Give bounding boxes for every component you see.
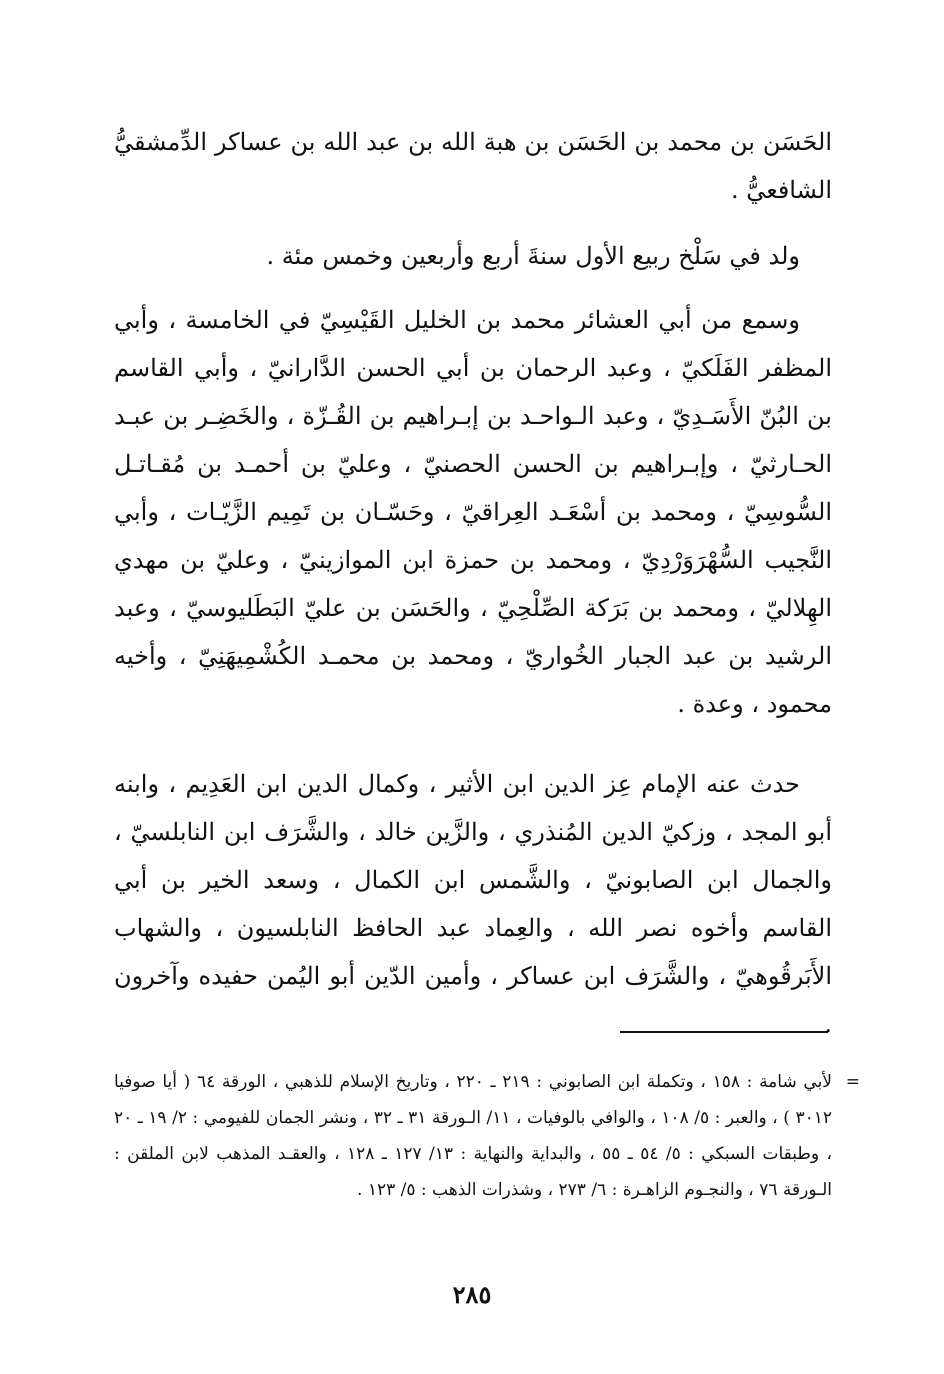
footnote-divider xyxy=(620,1031,828,1033)
paragraph-text: ولد في سَلْخ ربيع الأول سنةَ أربع وأربعين وخمس مئة . xyxy=(266,242,800,270)
paragraph-birth xyxy=(114,232,832,280)
paragraph-text: الحَسَن بن محمد بن الحَسَن بن هبة الله بن عبد الله بن عساكر الدِّمشقيُّ الشافعيُّ . xyxy=(114,128,832,204)
paragraph-teachers xyxy=(114,296,832,728)
paragraph-name-continuation xyxy=(114,118,832,214)
page-number: ٢٨٥ xyxy=(452,1280,492,1309)
footnote-continuation-marker: = xyxy=(845,1072,860,1092)
footnote-text: لأبي شامة : ١٥٨ ، وتكملة ابن الصابوني : ٢١٩ ـ ٢٢٠ ، وتاريخ الإسلام للذهبي ، الورقة ٦٤ ( أيا صوفيا ٣٠١٢ ) ، والعبر : ٥/ ١٠٨ ، والوافي بالوفيات ، ١١/ الـورقة ٣١ ـ ٣٢ ، ونشر الجمان للفيومي : ٢/ ١٩ ـ ٢٠ ، وطبقات السبكي : ٥/ ٥٤ ـ ٥٥ ، والبداية والنهاية : ١٣/ ١٢٧ ـ ١٢٨ ، والعقـد المذهب لابن الملقن : الـورقة ٧٦ ، والنجـوم الزاهـرة : ٦/ ٢٧٣ ، وشذرات الذهب : ٥/ ١٢٣ . xyxy=(114,1072,832,1200)
paragraph-text: حدث عنه الإمام عِز الدين ابن الأثير ، وكمال الدين ابن العَدِيم ، وابنه أبو المجد ، وزكيّ الدين المُنذري ، والزَّين خالد ، والشَّرَف ابن النابلسيّ ، والجمال ابن الصابونيّ ، والشَّمس ابن الكمال ، وسعد الخير بن أبي القاسم وأخوه نصر الله ، والعِماد عبد الحافظ النابلسيون ، والشهاب الأَبَرقُوهيّ ، والشَّرَف ابن عساكر ، وأمين الدّين أبو اليُمن حفيده وآخرون . xyxy=(114,770,832,1038)
paragraph-students xyxy=(114,760,832,1048)
footnote xyxy=(114,1064,860,1208)
paragraph-text: وسمع من أبي العشائر محمد بن الخليل القَيْسِيّ في الخامسة ، وأبي المظفر الفَلَكيّ ، وعبد الرحمان بن أبي الحسن الدَّارانيّ ، وأبي القاسم بن البُنّ الأَسَـدِيّ ، وعبد الـواحـد بن إبـراهيم بن القُـزّة ، والخَضِـر بن عبـد الحـارثيّ ، وإبـراهيم بن الحسن الحصنيّ ، وعليّ بن أحمـد بن مُقـاتـل السُّوسِيّ ، ومحمد بن أسْعَـد العِراقيّ ، وحَسّـان بن تَمِيم الزَّيّـات ، وأبي النَّجيب السُّهْرَوَرْدِيّ ، ومحمد بن حمزة ابن الموازينيّ ، وعليّ بن مهدي الهِلاليّ ، ومحمد بن بَرَكة الصِّلْحِيّ ، والحَسَن بن عليّ البَطَليوسيّ ، وعبد الرشيد بن عبد الجبار الخُواريّ ، ومحمد بن محمـد الكُشْمِيهَنِيّ ، وأخيه محمود ، وعدة . xyxy=(114,306,832,718)
